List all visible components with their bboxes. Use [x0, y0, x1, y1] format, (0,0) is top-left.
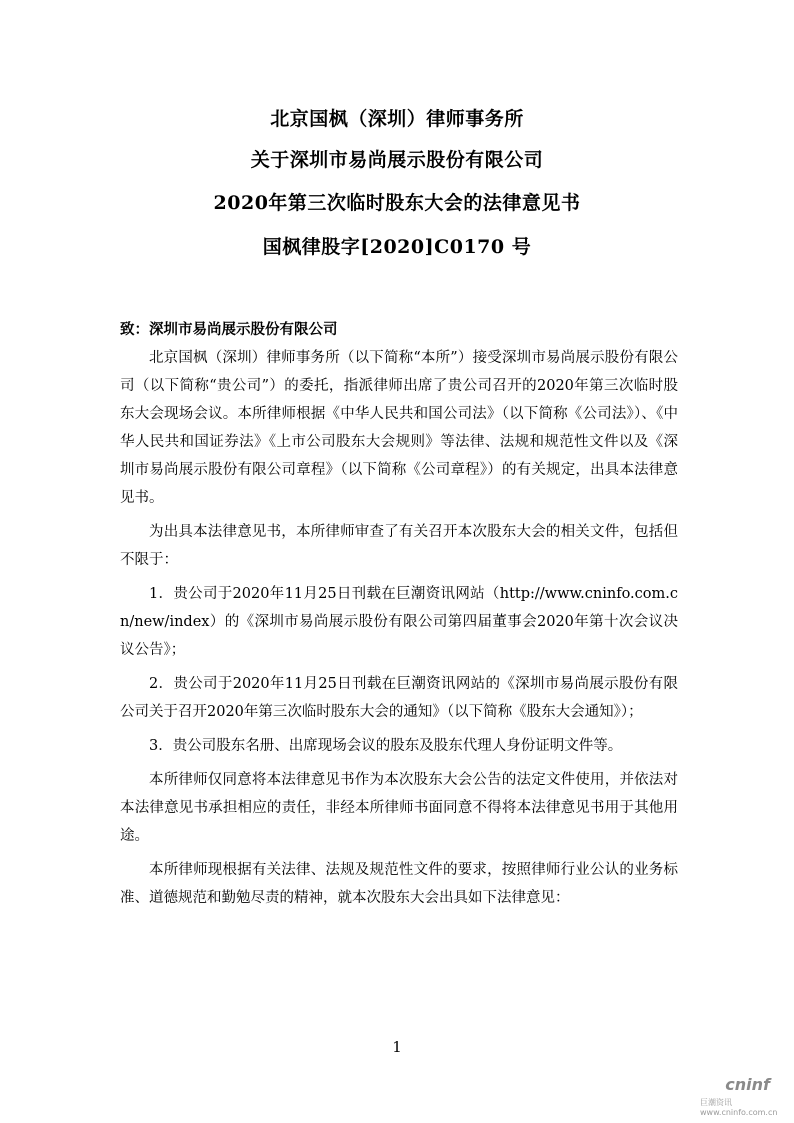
list-item: 1．贵公司于2020年11月25日刊载在巨潮资讯网站（http://www.cninfo.com.cn/new/index）的《深圳市易尚展示股份有限公司第四届董事会2020年第十次会议决议公告》； [120, 586, 678, 658]
addressee: 致：深圳市易尚展示股份有限公司 [120, 321, 338, 338]
subject-company-title: 关于深圳市易尚展示股份有限公司 [250, 149, 544, 171]
document-number: 国枫律股字[2020]C0170 号 [262, 236, 532, 258]
document-title: 2020年第三次临时股东大会的法律意见书 [213, 192, 581, 214]
usage-paragraph: 本所律师仅同意将本法律意见书作为本次股东大会公告的法定文件使用，并依法对本法律意见书承担相应的责任，非经本所律师书面同意不得将本法律意见书用于其他用途。 [120, 772, 678, 844]
firm-title: 北京国枫（深圳）律师事务所 [270, 108, 524, 130]
page-number: 1 [392, 1038, 402, 1056]
logo-text: cninf [725, 1075, 770, 1094]
document-body [120, 316, 678, 918]
list-item: 3．贵公司股东名册、出席现场会议的股东及股东代理人身份证明文件等。 [149, 738, 623, 754]
cninfo-logo [700, 1075, 780, 1117]
review-paragraph: 为出具本法律意见书，本所律师审查了有关召开本次股东大会的相关文件，包括但不限于： [120, 524, 678, 568]
list-item: 2．贵公司于2020年11月25日刊载在巨潮资讯网站的《深圳市易尚展示股份有限公司关于召开2020年第三次临时股东大会的通知》（以下简称《股东大会通知》）； [120, 676, 678, 720]
intro-paragraph: 北京国枫（深圳）律师事务所（以下简称“本所”）接受深圳市易尚展示股份有限公司（以下简称“贵公司”）的委托，指派律师出席了贵公司召开的2020年第三次临时股东大会现场会议。本所律师根据《中华人民共和国公司法》（以下简称《公司法》）、《中华人民共和国证券法》《上市公司股东大会规则》等法律、法规和规范性文件以及《深圳市易尚展示股份有限公司章程》（以下简称《公司章程》）的有关规定，出具本法律意见书。 [120, 350, 678, 506]
opinion-intro-paragraph: 本所律师现根据有关法律、法规及规范性文件的要求，按照律师行业公认的业务标准、道德规范和勤勉尽责的精神，就本次股东大会出具如下法律意见： [120, 862, 678, 906]
logo-subtext: 巨潮资讯 www.cninfo.com.cn [700, 1098, 778, 1117]
